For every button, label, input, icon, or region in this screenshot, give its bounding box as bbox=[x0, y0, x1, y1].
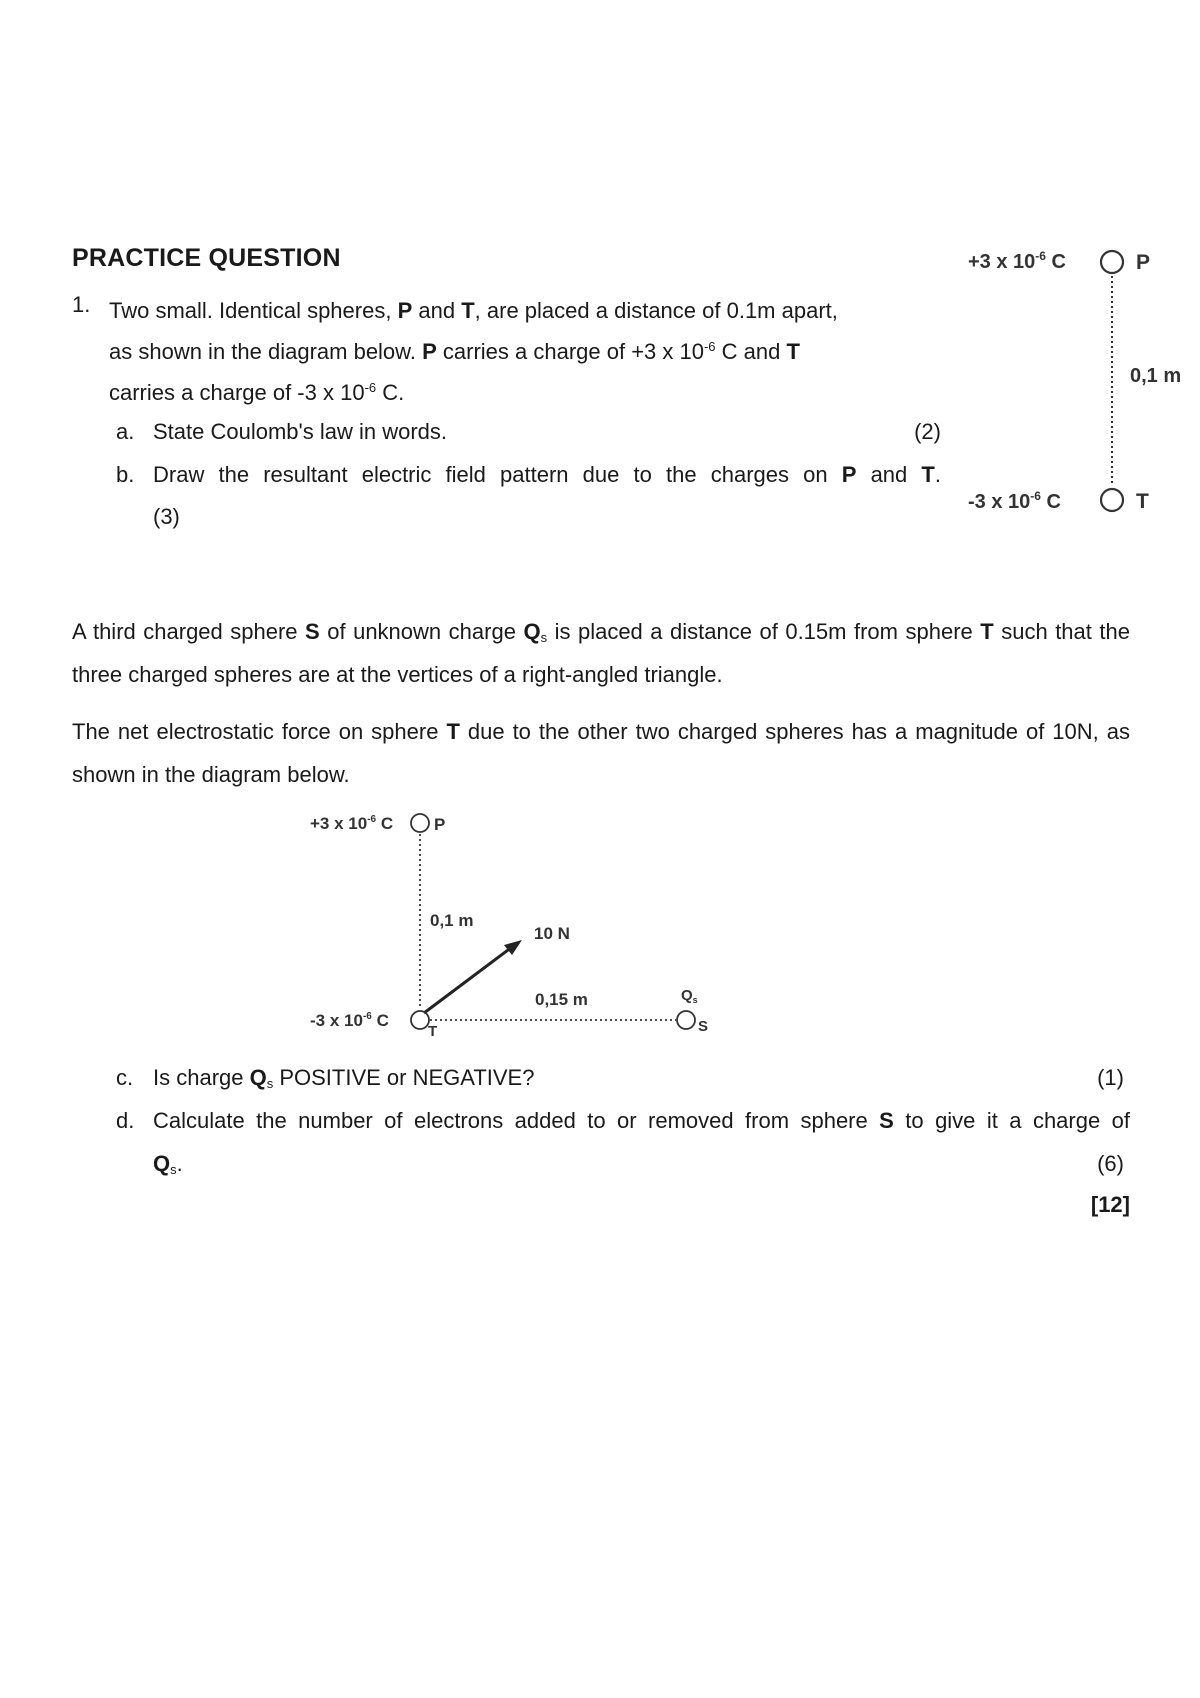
sub-question-d-text-cont: $Q_s$. bbox=[153, 1151, 183, 1177]
diagram2-force-label: 10 N bbox=[534, 924, 570, 943]
sub-question-d-text: Calculate the number of electrons added to or removed from sphere S to give it a charge of bbox=[153, 1108, 1130, 1133]
sphere-s-diagram2 bbox=[677, 1011, 695, 1029]
sub-question-a-text: State Coulomb's law in words. bbox=[153, 419, 447, 444]
paragraph-net-force: The net electrostatic force on sphere T due to the other two charged spheres has a magnitude of 10N, as shown in the diagram below. bbox=[72, 719, 1130, 787]
diagram2-p-charge-label: +3 x $10^{-6}$ C bbox=[310, 814, 394, 833]
sphere-t-diagram2 bbox=[411, 1011, 429, 1029]
question-1-text bbox=[109, 290, 941, 413]
sub-question-c-mark: (1) bbox=[1097, 1065, 1124, 1090]
diagram1-p-charge-label: +3 x $10^{-6}$ C bbox=[968, 249, 1066, 273]
diagram1-distance-label: 0,1 m bbox=[1130, 365, 1182, 387]
diagram1-t-label: T bbox=[1136, 490, 1149, 513]
sub-question-c-text: Is charge $Q_s$ POSITIVE or NEGATIVE? bbox=[153, 1065, 535, 1091]
question-number: 1. bbox=[72, 292, 91, 317]
sphere-p-diagram2 bbox=[411, 814, 429, 832]
question-1-line-3: carries a charge of -3 x $10^{-6}$ C. bbox=[109, 380, 405, 405]
diagram2-t-charge-label: -3 x $10^{-6}$ C bbox=[310, 1011, 389, 1030]
diagram2-p-label: P bbox=[434, 815, 446, 834]
diagram2-pt-distance-label: 0,1 m bbox=[430, 911, 474, 930]
sub-question-d-mark: (6) bbox=[1097, 1151, 1124, 1176]
diagram2-qs-label: $Q_s$ bbox=[681, 987, 698, 1005]
page-title: PRACTICE QUESTION bbox=[72, 244, 341, 272]
sub-question-d-letter: d. bbox=[116, 1108, 135, 1133]
sphere-p-diagram1 bbox=[1101, 251, 1123, 273]
paragraph-third-sphere: A third charged sphere S of unknown charge $Q_s$ is placed a distance of 0.15m from sphere T such that the three charged spheres are at the vertices of a right-angled triangle. bbox=[72, 619, 1130, 687]
diagram-p-t-vertical bbox=[960, 236, 1200, 526]
question-1-line-1: Two small. Identical spheres, P and T, are placed a distance of 0.1m apart, bbox=[109, 298, 838, 323]
diagram2-t-label: T bbox=[428, 1023, 438, 1040]
sphere-t-diagram1 bbox=[1101, 489, 1123, 511]
force-arrow-shaft bbox=[424, 947, 512, 1013]
sub-question-a-mark: (2) bbox=[914, 419, 941, 444]
diagram1-t-charge-label: -3 x $10^{-6}$ C bbox=[968, 489, 1061, 513]
sub-question-c-letter: c. bbox=[116, 1065, 134, 1090]
sub-question-b-text: Draw the resultant electric field pattern due to the charges on P and T. bbox=[153, 462, 941, 487]
diagram2-s-label: S bbox=[698, 1018, 709, 1035]
diagram-right-triangle bbox=[300, 805, 730, 1045]
sub-question-b-letter: b. bbox=[116, 462, 135, 487]
sub-question-b-mark: (3) bbox=[153, 504, 180, 529]
question-1-line-2: as shown in the diagram below. P carries a charge of +3 x $10^{-6}$ C and T bbox=[109, 339, 800, 364]
diagram1-p-label: P bbox=[1136, 251, 1151, 274]
total-marks: [12] bbox=[1090, 1192, 1130, 1217]
sub-question-a-letter: a. bbox=[116, 419, 135, 444]
diagram2-ts-distance-label: 0,15 m bbox=[535, 990, 588, 1009]
